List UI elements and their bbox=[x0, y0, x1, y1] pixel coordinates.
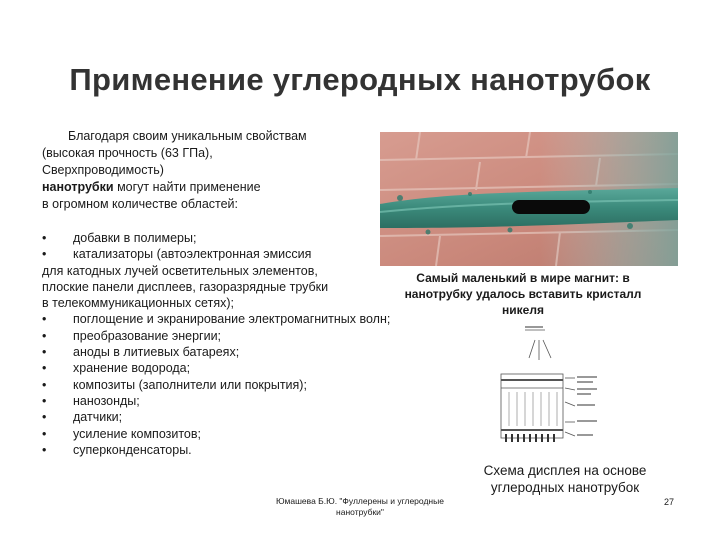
bullet-glyph: • bbox=[42, 361, 47, 376]
list-item bbox=[42, 246, 472, 262]
list-item bbox=[42, 230, 472, 246]
bullet-glyph: • bbox=[42, 328, 47, 343]
magnet-caption bbox=[388, 270, 658, 318]
bullet-glyph: • bbox=[42, 426, 47, 441]
bullet-glyph: • bbox=[42, 377, 47, 392]
footer-citation bbox=[250, 496, 470, 518]
intro-line: (высокая прочность (63 ГПа), bbox=[42, 146, 213, 160]
intro-line: в огромном количестве областей: bbox=[42, 197, 239, 211]
list-item-text: хранение водорода; bbox=[73, 361, 191, 376]
list-item-text: датчики; bbox=[73, 410, 123, 425]
caption-line: Схема дисплея на основе bbox=[483, 463, 647, 478]
intro-line: Благодаря своим уникальным свойствам bbox=[68, 129, 307, 143]
bullet-glyph: • bbox=[42, 312, 47, 327]
bullet-glyph: • bbox=[42, 393, 47, 408]
intro-paragraph bbox=[42, 128, 372, 213]
intro-bold-term: нанотрубки bbox=[42, 180, 114, 194]
list-item-text: добавки в полимеры; bbox=[73, 231, 197, 245]
list-item bbox=[42, 344, 472, 360]
bullet-glyph: • bbox=[42, 247, 47, 262]
list-item bbox=[42, 393, 472, 409]
list-item-text: катализаторы (автоэлектронная эмиссия bbox=[73, 247, 312, 262]
caption-line: Самый маленький в мире магнит: в bbox=[416, 271, 630, 285]
caption-line: нанотрубку удалось вставить кристалл bbox=[404, 287, 642, 301]
page-number: 27 bbox=[664, 497, 675, 507]
list-item bbox=[42, 328, 472, 344]
footer-line: нанотрубки" bbox=[336, 507, 384, 517]
list-item-continuation: для катодных лучей осветительных элементов, bbox=[42, 263, 318, 278]
intro-line bbox=[42, 179, 372, 196]
display-schematic-diagram bbox=[495, 322, 603, 462]
list-item bbox=[42, 442, 472, 458]
list-item-text: усиление композитов; bbox=[73, 426, 201, 441]
list-item-text: суперконденсаторы. bbox=[73, 442, 192, 457]
caption-line: никеля bbox=[502, 303, 544, 317]
display-caption bbox=[440, 462, 690, 496]
list-item-text: преобразование энергии; bbox=[73, 328, 222, 343]
list-item bbox=[42, 409, 472, 425]
bullet-glyph: • bbox=[42, 231, 47, 245]
caption-line: углеродных нанотрубок bbox=[490, 480, 640, 495]
list-item bbox=[42, 360, 472, 376]
slide-title: Применение углеродных нанотрубок bbox=[69, 62, 651, 97]
list-item-text: композиты (заполнители или покрытия); bbox=[73, 377, 307, 392]
list-item-continuation: плоские панели дисплеев, газоразрядные трубки bbox=[42, 279, 329, 294]
list-item-text: нанозонды; bbox=[73, 393, 140, 408]
bullet-glyph: • bbox=[42, 410, 47, 425]
intro-line-rest: могут найти применение bbox=[113, 180, 261, 194]
bullet-glyph: • bbox=[42, 345, 47, 360]
list-item bbox=[42, 377, 472, 393]
bullet-glyph: • bbox=[42, 442, 47, 457]
list-item-continuation: в телекоммуникационных сетях); bbox=[42, 296, 234, 311]
list-item-text: аноды в литиевых батареях; bbox=[73, 345, 240, 360]
list-item-text: поглощение и экранирование электромагнитных волн; bbox=[73, 312, 391, 327]
footer-line: Юмашева Б.Ю. "Фуллерены и углеродные bbox=[276, 496, 444, 506]
applications-list bbox=[42, 230, 472, 458]
intro-line: Сверхпроводимость) bbox=[42, 163, 164, 177]
list-item bbox=[42, 426, 472, 442]
